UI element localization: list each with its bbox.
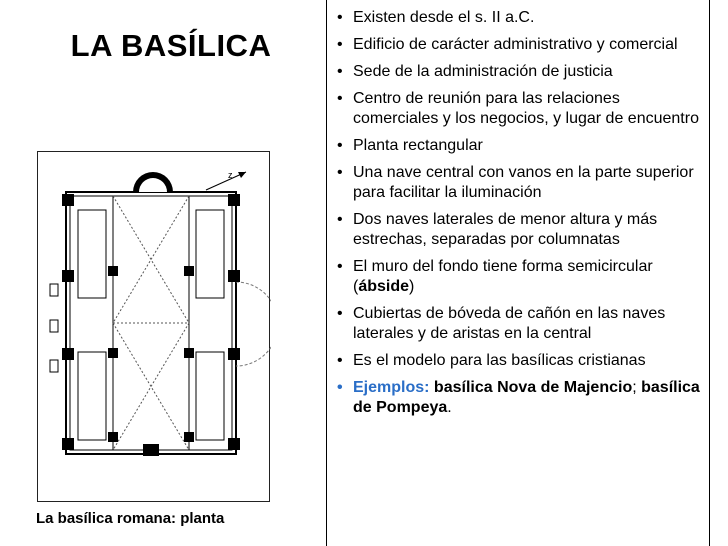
bullet-dot: • — [337, 164, 343, 181]
list-item: • Dos naves laterales de menor altura y más estrechas, separadas por columnatas — [337, 211, 658, 248]
bullet-dot: • — [337, 379, 343, 396]
example-pompeya: basílica de Pompeya — [353, 379, 700, 416]
list-item: • Existen desde el s. II a.C. — [337, 9, 535, 26]
basilica-floor-plan — [37, 151, 270, 502]
bullet-dot: • — [337, 211, 343, 228]
floor-plan-drawing — [38, 152, 271, 503]
bullet-dot: • — [337, 352, 343, 369]
features-list — [337, 8, 707, 425]
bullet-dot: • — [337, 305, 343, 322]
list-item: • Cubiertas de bóveda de cañón en las naves laterales y de aristas en la central — [337, 305, 666, 342]
bullet-dot: • — [337, 258, 343, 275]
list-item: • Edificio de carácter administrativo y comercial — [337, 36, 678, 53]
bullet-dot: • — [337, 63, 343, 80]
features-panel — [326, 0, 710, 546]
slide-title: LA BASÍLICA — [70, 28, 272, 63]
bullet-dot: • — [337, 36, 343, 53]
examples-label: Ejemplos: — [353, 379, 430, 396]
list-item-apse: • El muro del fondo tiene forma semicircular (ábside) — [337, 258, 653, 295]
list-item-examples: • Ejemplos: basílica Nova de Majencio; basílica de Pompeya. — [337, 379, 700, 416]
bullet-dot: • — [337, 9, 343, 26]
example-majencio: basílica Nova de Majencio — [433, 379, 633, 396]
plan-caption: La basílica romana: planta — [36, 510, 225, 527]
apse-term: ábside — [358, 278, 410, 295]
list-item: • Es el modelo para las basílicas cristianas — [337, 352, 646, 369]
list-item: • Sede de la administración de justicia — [337, 63, 613, 80]
list-item: • Planta rectangular — [337, 137, 483, 154]
bullet-dot: • — [337, 90, 343, 107]
list-item: • Centro de reunión para las relaciones comerciales y los negocios, y lugar de encuentro — [337, 90, 699, 127]
north-label: z — [228, 170, 233, 180]
bullet-dot: • — [337, 137, 343, 154]
list-item: • Una nave central con vanos en la parte superior para facilitar la iluminación — [337, 164, 694, 201]
